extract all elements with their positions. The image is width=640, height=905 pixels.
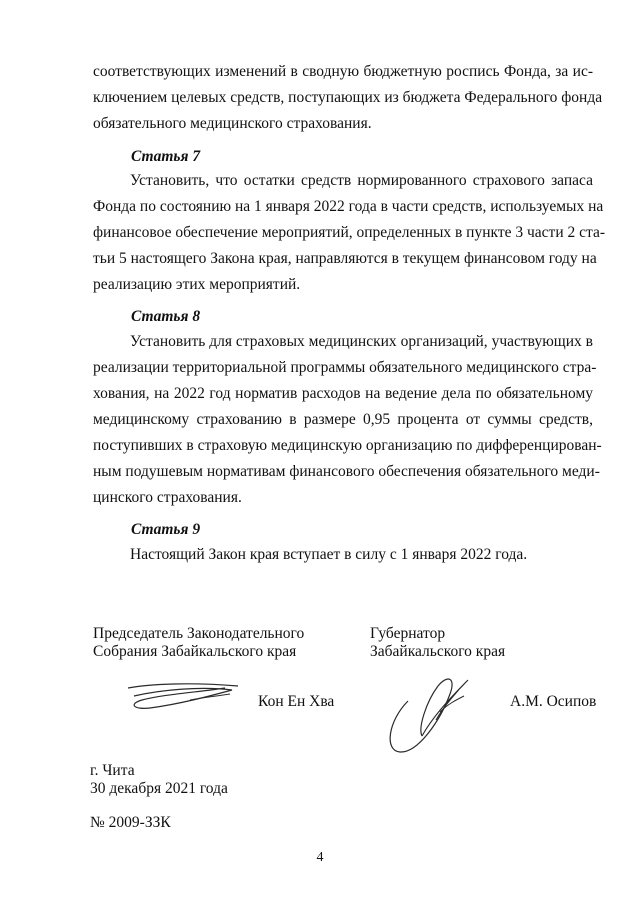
- right-signatory-title-line2: Забайкальского края: [370, 643, 506, 660]
- intro-line: ключением целевых средств, поступающих из бюджета Федерального фонда: [93, 89, 603, 106]
- article7-heading: Статья 7: [131, 148, 201, 165]
- article9-text: Настоящий Закон края вступает в силу с 1 января 2022 года.: [130, 546, 528, 563]
- article7-line: финансовое обеспечение мероприятий, определенных в пункте 3 части 2 ста-: [93, 224, 605, 241]
- article8-line: цинского страхования.: [93, 489, 242, 506]
- left-signatory-title-line2: Собрания Забайкальского края: [93, 643, 297, 660]
- article9-heading: Статья 9: [131, 521, 201, 538]
- left-signature: [120, 670, 245, 720]
- article8-heading: Статья 8: [131, 308, 201, 325]
- right-signatory-title-line1: Губернатор: [370, 625, 446, 642]
- intro-line: обязательного медицинского страхования.: [93, 115, 372, 132]
- left-signatory-title-line1: Председатель Законодательного: [93, 625, 305, 642]
- page-number: 4: [316, 850, 324, 865]
- document-number: № 2009-ЗЗК: [90, 814, 171, 831]
- place: г. Чита: [90, 762, 135, 779]
- date: 30 декабря 2021 года: [90, 780, 228, 797]
- right-signatory-name: А.М. Осипов: [510, 693, 597, 710]
- article7-line: тьи 5 настоящего Закона края, направляются в текущем финансовом году на: [93, 250, 597, 267]
- article7-line: Установить, что остатки средств нормированного страхового запаса: [130, 172, 593, 189]
- article7-line: реализацию этих мероприятий.: [93, 276, 301, 293]
- article8-line: медицинскому страхованию в размере 0,95 процента от суммы средств,: [93, 411, 593, 428]
- article8-line: Установить для страховых медицинских организаций, участвующих в: [130, 333, 593, 350]
- right-signature: [378, 666, 478, 761]
- article8-line: хования, на 2022 год норматив расходов на ведение дела по обязательному: [93, 385, 593, 402]
- left-signatory-name: Кон Ен Хва: [258, 693, 335, 710]
- intro-line: соответствующих изменений в сводную бюджетную роспись Фонда, за ис-: [93, 63, 593, 80]
- article7-line: Фонда по состоянию на 1 января 2022 года в части средств, используемых на: [93, 198, 604, 215]
- article8-line: ным подушевым нормативам финансового обеспечения обязательного меди-: [93, 463, 600, 480]
- article8-line: реализации территориальной программы обязательного медицинского стра-: [93, 359, 597, 376]
- article8-line: поступивших в страховую медицинскую организацию по дифференцирован-: [93, 437, 602, 454]
